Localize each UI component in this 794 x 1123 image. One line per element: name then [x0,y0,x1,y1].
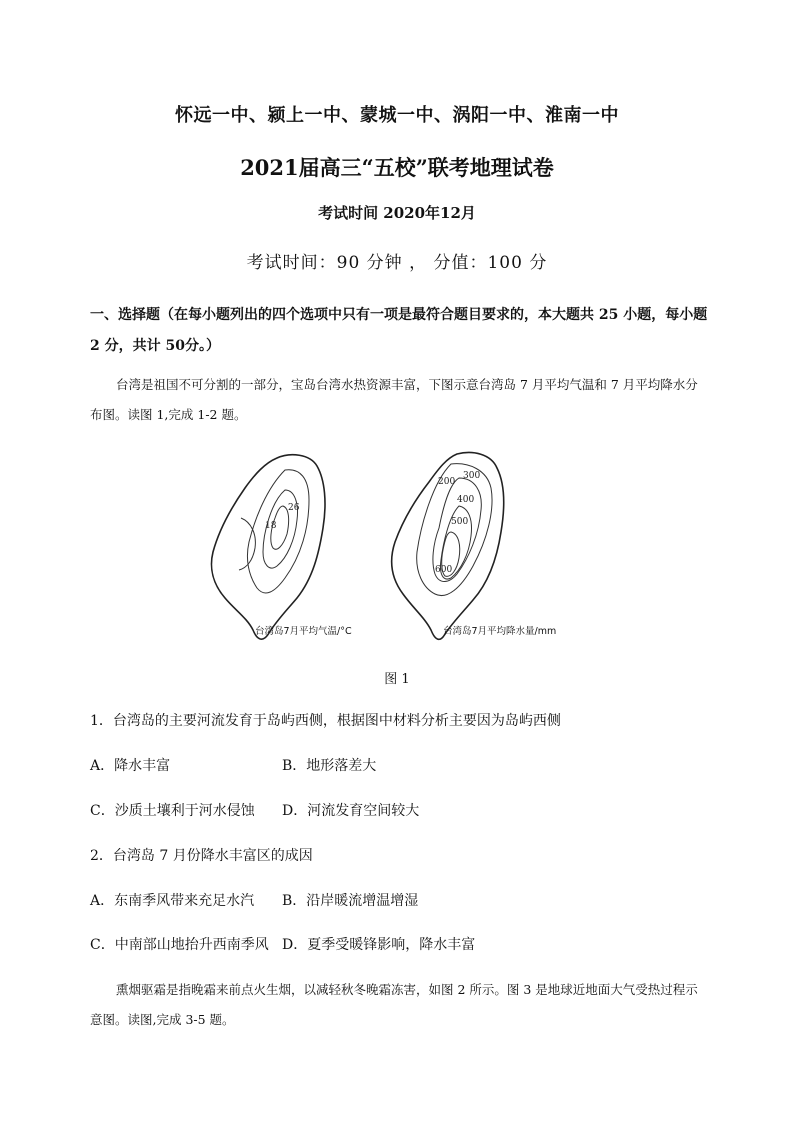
exam-duration-score: 考试时间：90 分钟 ， 分值：100 分 [246,253,548,273]
exam-title: 2021届高三“五校”联考地理试卷 [240,155,554,180]
question-1-stem: 1．台湾岛的主要河流发育于岛屿西侧，根据图中材料分析主要因为岛屿西侧 [90,713,561,729]
temperature-coastline [212,455,326,639]
question-1-option-a: A．降水丰富 [90,758,171,774]
temp-label-26: 26 [288,503,300,513]
precip-label-400: 400 [457,495,475,505]
temperature-map [212,455,352,639]
school-names: 怀远一中、颍上一中、蒙城一中、涡阳一中、淮南一中 [175,105,619,126]
temperature-isotherm-26 [247,470,309,593]
temp-label-18: 18 [265,521,277,531]
question-2-option-b: B．沿岸暖流增温增湿 [282,893,419,909]
exam-date: 考试时间 2020年12月 [318,204,476,222]
figure-1-label: 图 1 [384,672,410,687]
figure-1-maps [205,448,595,648]
question-2-option-a: A．东南季风带来充足水汽 [90,893,255,909]
precipitation-map [392,453,557,640]
question-1-option-c: C．沙质土壤利于河水侵蚀 [90,803,255,819]
question-2-option-c: C．中南部山地抬升西南季风 [90,937,269,953]
question-2-option-d: D．夏季受暖锋影响，降水丰富 [282,937,476,953]
precip-label-500: 500 [451,517,469,527]
precip-label-200: 200 [438,477,456,487]
passage-2: 熏烟驱霜是指晚霜来前点火生烟，以减轻秋冬晚霜冻害，如图 2 所示。图 3 是地球近地面大气受热过程示意图。读图,完成 3-5 题。 [90,982,698,1027]
question-1-option-b: B．地形落差大 [282,758,377,774]
question-1-option-d: D．河流发育空间较大 [282,803,420,819]
precipitation-caption: 台湾岛7月平均降水量/mm [443,626,557,637]
precip-label-300: 300 [463,471,481,481]
passage-1: 台湾是祖国不可分割的一部分，宝岛台湾水热资源丰富，下图示意台湾岛 7 月平均气温和 7 月平均降水分布图。读图 1,完成 1-2 题。 [90,377,698,422]
question-2-stem: 2．台湾岛 7 月份降水丰富区的成因 [90,848,313,864]
section-heading: 一、选择题（在每小题列出的四个选项中只有一项是最符合题目要求的，本大题共 25 小题，每小题 2 分，共计 50分。） [90,307,708,354]
temperature-caption: 台湾岛7月平均气温/°C [255,626,352,637]
precip-label-600: 600 [435,565,453,575]
